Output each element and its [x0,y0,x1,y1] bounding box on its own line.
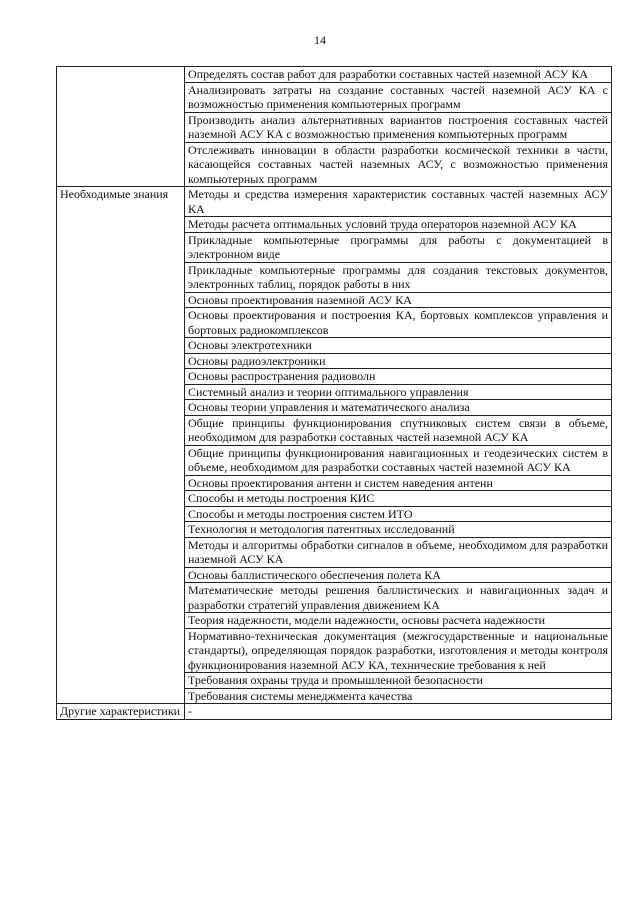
requirement-item [185,628,612,673]
requirement-item-text: Нормативно-техническая документация (межгосударственные и национальные стандарты), определяющая порядок разработки, изготовления и методы контроля функционирования наземной АСУ КА, технические требования к ней [188,628,608,672]
requirement-item-text: Прикладные компьютерные программы для работы с документацией в электронном виде [188,232,608,261]
requirement-item [185,673,612,689]
requirement-item [185,415,612,445]
requirement-item-text: Теория надежности, модели надежности, основы расчета надежности [188,613,546,627]
requirement-item-text: Основы теории управления и математического анализа [188,400,470,414]
requirement-item [185,506,612,522]
requirement-item [185,445,612,475]
requirement-item-text: Математические методы решения баллистических и навигационных задач и разработки стратегий управления движением КА [188,583,608,612]
requirement-item [185,369,612,385]
requirement-item [185,491,612,507]
requirement-item [185,400,612,416]
requirement-item-text: Методы расчета оптимальных условий труда операторов наземной АСУ КА [188,217,577,231]
requirement-item-text: Общие принципы функционирования спутниковых систем связи в объеме, необходимом для разработки составных частей наземной АСУ КА [188,415,608,444]
requirement-item-text: - [188,704,192,718]
requirement-item-text: Основы распространения радиоволн [188,369,376,383]
requirement-item-text: Методы и алгоритмы обработки сигналов в объеме, необходимом для разработки наземной АСУ КА [188,537,608,566]
requirement-item-text: Технология и методология патентных исследований [188,522,455,536]
requirement-item-text: Основы баллистического обеспечения полета КА [188,567,441,582]
requirement-item-text: Производить анализ альтернативных вариантов построения составных частей наземной АСУ КА с возможностью применения компьютерных программ [188,112,608,141]
requirement-item [185,353,612,369]
group-label [57,67,185,187]
requirement-item-text: Требования системы менеджмента качества [188,688,413,703]
requirement-item [185,688,612,704]
requirement-item-text: Анализировать затраты на создание составных частей наземной АСУ КА с возможностью применения компьютерных программ [188,82,608,111]
requirement-item-text: Способы и методы построения систем ИТО [188,506,413,521]
requirement-item-text: Прикладные компьютерные программы для создания текстовых документов, электронных таблиц, порядок работы в них [188,262,608,291]
requirement-item-text: Требования охраны труда и промышленной безопасности [188,673,483,687]
requirement-item-text: Основы проектирования антенн и систем наведения антенн [188,475,493,490]
requirement-item [185,475,612,491]
requirement-item-text: Системный анализ и теории оптимального управления [188,384,469,399]
requirement-item [185,583,612,613]
requirement-item [185,142,612,187]
requirement-item [185,338,612,354]
requirement-item-text: Определять состав работ для разработки составных частей наземной АСУ КА [188,67,589,81]
requirement-item [185,112,612,142]
group-label [57,704,185,720]
table-row [57,67,612,83]
requirement-item [185,308,612,338]
requirement-item [185,217,612,233]
group-label-text: Другие характеристики [60,704,181,718]
requirement-item-text: Основы проектирования и построения КА, бортовых комплексов управления и бортовых радиокомплексов [188,308,608,337]
table-row [57,704,612,720]
requirement-item-text: Отслеживать инновации в области разработки космической техники в части, касающейся составных частей наземных АСУ, с возможностью применения компьютерных программ [188,142,608,186]
group-label-text: Необходимые знания [60,187,169,201]
requirement-item [185,82,612,112]
requirement-item [185,537,612,567]
group-label [57,187,185,704]
requirement-item-text: Основы радиоэлектроники [188,353,326,368]
requirement-item [185,704,612,720]
requirement-item [185,232,612,262]
requirements-table-body [57,67,612,720]
requirement-item [185,384,612,400]
requirement-item [185,292,612,308]
requirement-item [185,67,612,83]
requirement-item-text: Основы проектирования наземной АСУ КА [188,292,412,307]
requirement-item [185,262,612,292]
table-row [57,187,612,217]
requirement-item-text: Основы электротехники [188,338,312,352]
requirement-item-text: Методы и средства измерения характеристик составных частей наземных АСУ КА [188,187,608,216]
page-number: 14 [314,33,326,47]
requirement-item [185,187,612,217]
requirement-item [185,613,612,629]
requirements-table [56,66,612,720]
requirement-item-text: Способы и методы построения КИС [188,491,375,505]
requirement-item [185,567,612,583]
requirement-item [185,522,612,538]
requirement-item-text: Общие принципы функционирования навигационных и геодезических систем в объеме, необходимом для разработки составных частей наземной АСУ КА [188,445,608,474]
